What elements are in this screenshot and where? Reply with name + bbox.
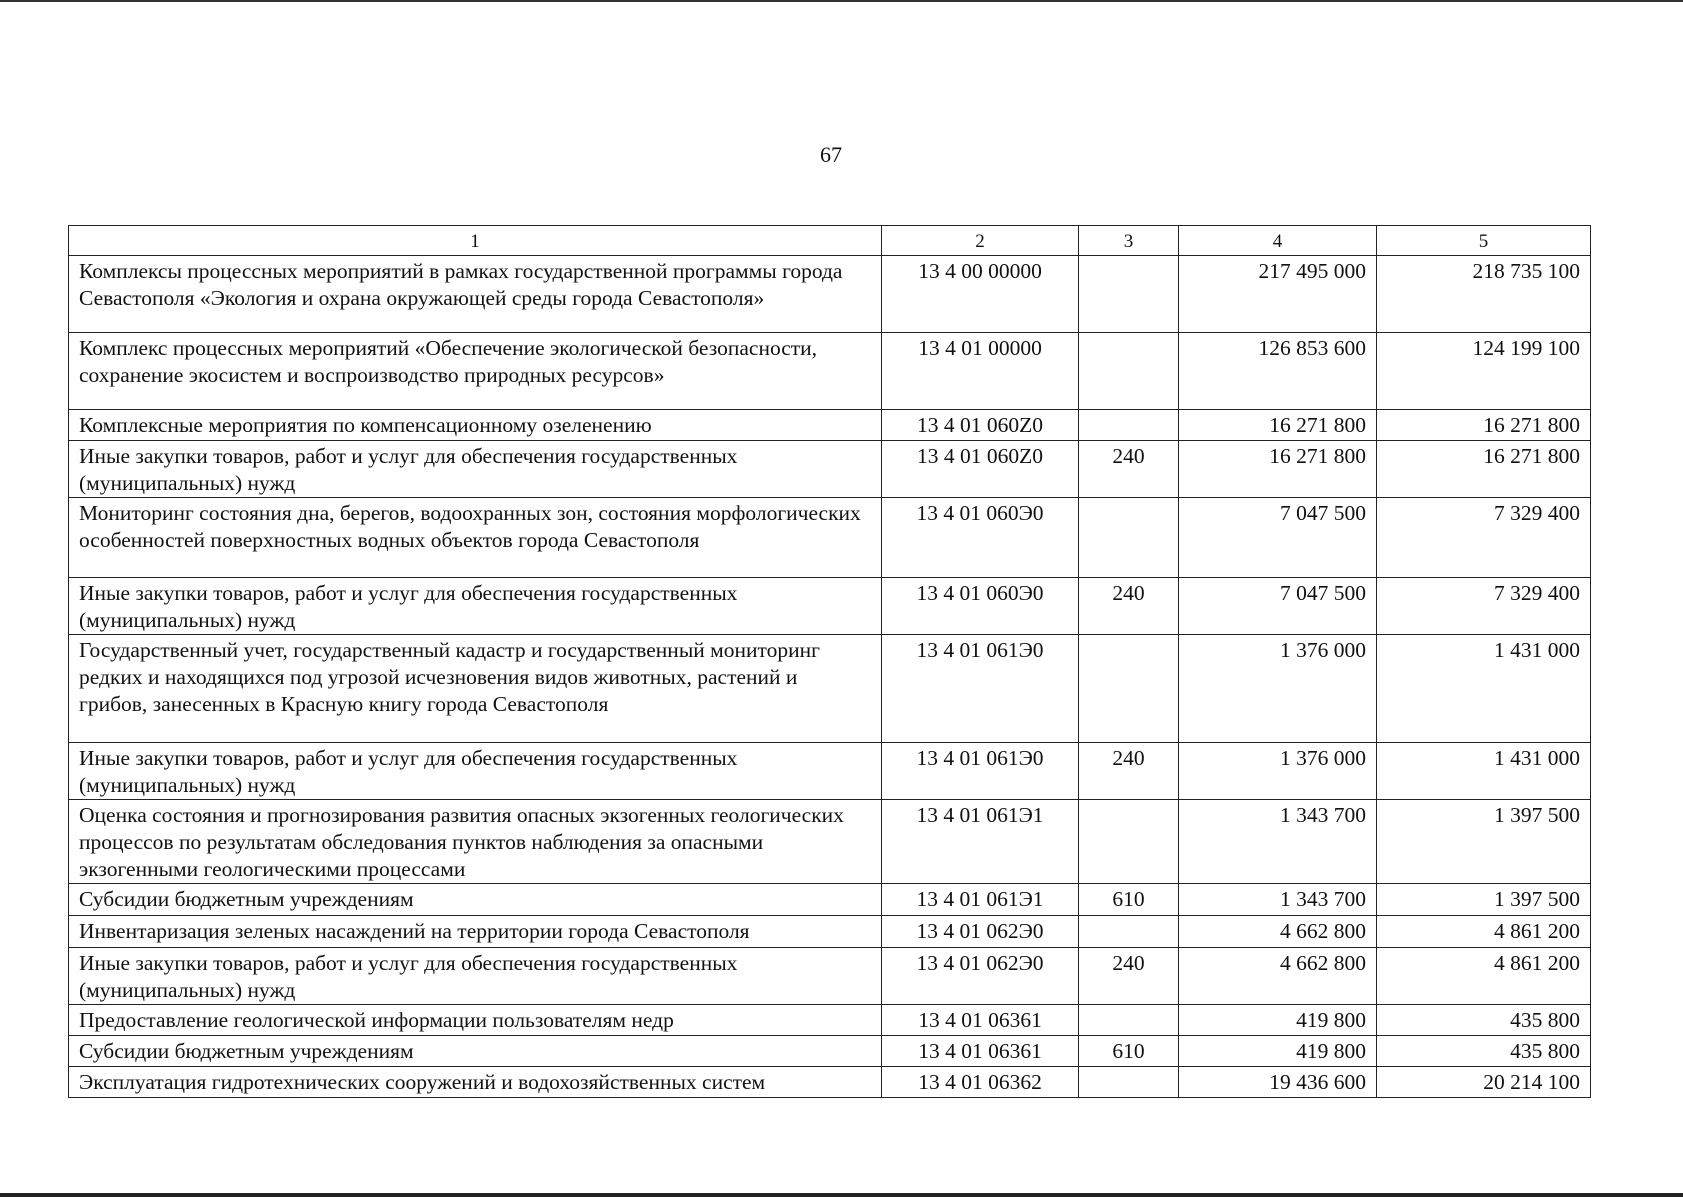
row-sum-col5: 7 329 400 xyxy=(1377,578,1591,635)
row-sum-col4: 19 436 600 xyxy=(1179,1067,1377,1098)
top-scan-edge xyxy=(0,0,1683,2)
row-name: Эксплуатация гидротехнических сооружений и водохозяйственных систем xyxy=(69,1067,882,1098)
row-name: Государственный учет, государственный кадастр и государственный мониторинг редких и находящихся под угрозой исчезновения видов животных, растений и грибов, занесенных в Красную книгу города Севастополя xyxy=(69,635,882,743)
row-sum-col4: 217 495 000 xyxy=(1179,256,1377,333)
row-expense-type: 610 xyxy=(1079,884,1179,916)
row-sum-col4: 419 800 xyxy=(1179,1036,1377,1067)
row-name: Субсидии бюджетным учреждениям xyxy=(69,1036,882,1067)
row-expense-type xyxy=(1079,635,1179,743)
row-expense-type xyxy=(1079,498,1179,578)
row-sum-col4: 7 047 500 xyxy=(1179,498,1377,578)
row-code: 13 4 01 060Э0 xyxy=(882,498,1079,578)
row-sum-col5: 218 735 100 xyxy=(1377,256,1591,333)
row-name: Оценка состояния и прогнозирования развития опасных экзогенных геологических процессов по результатам обследования пунктов наблюдения за опасными экзогенными геологическими процессами xyxy=(69,800,882,884)
row-sum-col5: 1 431 000 xyxy=(1377,635,1591,743)
row-expense-type xyxy=(1079,916,1179,948)
row-code: 13 4 01 062Э0 xyxy=(882,916,1079,948)
row-expense-type xyxy=(1079,410,1179,441)
table-row xyxy=(69,498,1591,578)
row-sum-col5: 435 800 xyxy=(1377,1036,1591,1067)
row-name: Иные закупки товаров, работ и услуг для обеспечения государственных (муниципальных) нужд xyxy=(69,948,882,1005)
row-sum-col4: 419 800 xyxy=(1179,1005,1377,1036)
row-expense-type xyxy=(1079,256,1179,333)
row-sum-col5: 1 397 500 xyxy=(1377,800,1591,884)
table-row xyxy=(69,916,1591,948)
header-col-5: 5 xyxy=(1377,226,1591,256)
row-code: 13 4 01 06361 xyxy=(882,1036,1079,1067)
page-number: 67 xyxy=(820,142,842,167)
row-sum-col5: 435 800 xyxy=(1377,1005,1591,1036)
row-sum-col4: 126 853 600 xyxy=(1179,333,1377,410)
row-expense-type: 610 xyxy=(1079,1036,1179,1067)
bottom-scan-edge xyxy=(0,1193,1683,1197)
table-row xyxy=(69,441,1591,498)
row-expense-type: 240 xyxy=(1079,441,1179,498)
row-sum-col4: 1 376 000 xyxy=(1179,743,1377,800)
row-code: 13 4 00 00000 xyxy=(882,256,1079,333)
table-row xyxy=(69,1005,1591,1036)
header-col-1: 1 xyxy=(69,226,882,256)
row-code: 13 4 01 062Э0 xyxy=(882,948,1079,1005)
row-name: Иные закупки товаров, работ и услуг для обеспечения государственных (муниципальных) нужд xyxy=(69,578,882,635)
table-row xyxy=(69,1036,1591,1067)
header-col-2: 2 xyxy=(882,226,1079,256)
row-code: 13 4 01 061Э1 xyxy=(882,800,1079,884)
row-sum-col4: 1 343 700 xyxy=(1179,800,1377,884)
row-sum-col5: 4 861 200 xyxy=(1377,916,1591,948)
row-name: Комплексы процессных мероприятий в рамках государственной программы города Севастополя «Экология и охрана окружающей среды города Севастополя» xyxy=(69,256,882,333)
budget-table xyxy=(68,225,1591,1098)
row-expense-type: 240 xyxy=(1079,743,1179,800)
row-sum-col5: 1 431 000 xyxy=(1377,743,1591,800)
header-col-3: 3 xyxy=(1079,226,1179,256)
table-row xyxy=(69,578,1591,635)
row-sum-col5: 7 329 400 xyxy=(1377,498,1591,578)
row-code: 13 4 01 060Z0 xyxy=(882,410,1079,441)
row-code: 13 4 01 061Э0 xyxy=(882,743,1079,800)
row-sum-col5: 20 214 100 xyxy=(1377,1067,1591,1098)
table-row xyxy=(69,410,1591,441)
row-code: 13 4 01 061Э0 xyxy=(882,635,1079,743)
row-expense-type xyxy=(1079,800,1179,884)
row-expense-type xyxy=(1079,1005,1179,1036)
row-expense-type: 240 xyxy=(1079,948,1179,1005)
row-name: Субсидии бюджетным учреждениям xyxy=(69,884,882,916)
row-name: Комплексные мероприятия по компенсационному озеленению xyxy=(69,410,882,441)
row-sum-col4: 16 271 800 xyxy=(1179,441,1377,498)
row-sum-col5: 124 199 100 xyxy=(1377,333,1591,410)
row-sum-col4: 1 376 000 xyxy=(1179,635,1377,743)
table-row xyxy=(69,743,1591,800)
row-sum-col4: 7 047 500 xyxy=(1179,578,1377,635)
table-row xyxy=(69,884,1591,916)
row-code: 13 4 01 060Э0 xyxy=(882,578,1079,635)
row-expense-type xyxy=(1079,333,1179,410)
row-name: Мониторинг состояния дна, берегов, водоохранных зон, состояния морфологических особенностей поверхностных водных объектов города Севастополя xyxy=(69,498,882,578)
row-code: 13 4 01 06361 xyxy=(882,1005,1079,1036)
row-sum-col4: 4 662 800 xyxy=(1179,948,1377,1005)
row-code: 13 4 01 00000 xyxy=(882,333,1079,410)
row-sum-col5: 16 271 800 xyxy=(1377,410,1591,441)
row-code: 13 4 01 06362 xyxy=(882,1067,1079,1098)
row-sum-col4: 4 662 800 xyxy=(1179,916,1377,948)
row-sum-col5: 1 397 500 xyxy=(1377,884,1591,916)
row-name: Иные закупки товаров, работ и услуг для обеспечения государственных (муниципальных) нужд xyxy=(69,743,882,800)
row-expense-type: 240 xyxy=(1079,578,1179,635)
table-row xyxy=(69,635,1591,743)
header-row xyxy=(69,226,1591,256)
row-sum-col4: 1 343 700 xyxy=(1179,884,1377,916)
row-code: 13 4 01 060Z0 xyxy=(882,441,1079,498)
row-sum-col5: 4 861 200 xyxy=(1377,948,1591,1005)
table-row xyxy=(69,256,1591,333)
row-code: 13 4 01 061Э1 xyxy=(882,884,1079,916)
table-row xyxy=(69,333,1591,410)
table-body xyxy=(69,256,1591,1098)
row-sum-col4: 16 271 800 xyxy=(1179,410,1377,441)
row-name: Инвентаризация зеленых насаждений на территории города Севастополя xyxy=(69,916,882,948)
table-row xyxy=(69,1067,1591,1098)
row-expense-type xyxy=(1079,1067,1179,1098)
row-name: Комплекс процессных мероприятий «Обеспечение экологической безопасности, сохранение экосистем и воспроизводство природных ресурсов» xyxy=(69,333,882,410)
table-row xyxy=(69,948,1591,1005)
header-col-4: 4 xyxy=(1179,226,1377,256)
row-sum-col5: 16 271 800 xyxy=(1377,441,1591,498)
row-name: Иные закупки товаров, работ и услуг для обеспечения государственных (муниципальных) нужд xyxy=(69,441,882,498)
row-name: Предоставление геологической информации пользователям недр xyxy=(69,1005,882,1036)
table-row xyxy=(69,800,1591,884)
